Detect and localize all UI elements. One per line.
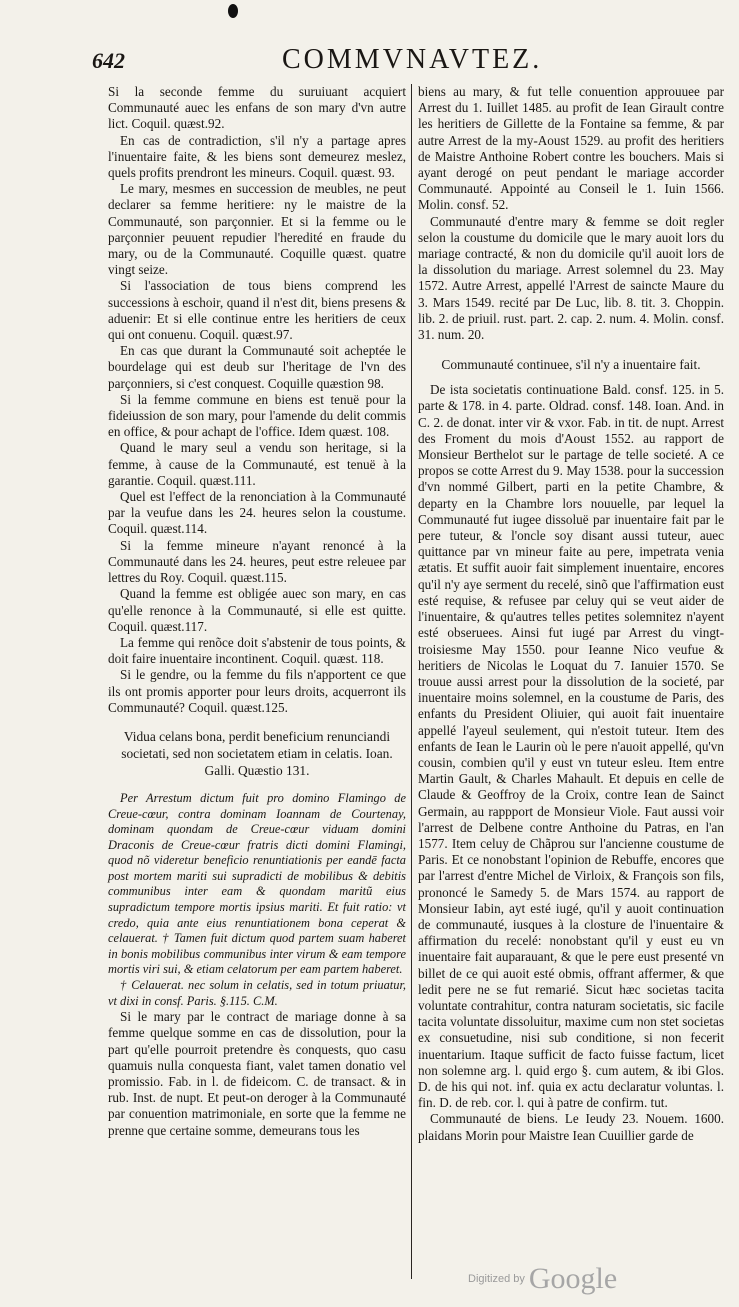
left-paragraph: Le mary, mesmes en succession de meubles, ne peut declarer sa femme heritiere: ny le maistre de la Communauté, son parçonnier. Et si la femme ou le parçonnier peuuent repudier l'heredité en fraude du mary, ou de la Communauté. Coquille quæst. quatre vingt seize.	[108, 181, 406, 278]
section-title: Communauté continuee, s'il n'y a inuentaire fait.	[441, 357, 701, 373]
left-paragraph: En cas que durant la Communauté soit acheptée le bourdelage qui est deub sur l'heritage de l'vn des parçonniers, si c'est conquest. Coquille quæstion 98.	[108, 343, 406, 391]
right-paragraph: Communauté d'entre mary & femme se doit regler selon la coustume du domicile que le mary auoit lors du mariage contracté, & non du domicile qu'il auoit lors de la dissolution du mariage. Arrest solemnel du 23. May 1572. Autre Arrest, appellé l'Arrest de saincte Maure du 3. Mars 1549. recité par De Luc, lib. 8. tit. 3. Choppin. lib. 2. de priuil. rust. part. 2. cap. 2. num. 4. Molin. consf. 31. num. 20.	[418, 213, 724, 343]
left-paragraph: La femme qui renõce doit s'abstenir de tous points, & doit faire inuentaire incontinent. Coquil. quæst. 118.	[108, 634, 406, 667]
running-title: COMMVNAVTEZ.	[282, 44, 543, 75]
left-paragraph: En cas de contradiction, s'il n'y a partage apres l'inuentaire faite, & les biens sont demeurez meslez, quels profits prendront les mineurs. Coquil. quæst. 93.	[108, 132, 406, 181]
spacer	[108, 783, 406, 791]
left-paragraph: Quand le mary seul a vendu son heritage, si la femme, à cause de la Communauté, est tenuë à la garantie. Coquil. quæst.111.	[108, 440, 406, 488]
left-column	[108, 84, 406, 1279]
ink-blot	[228, 4, 238, 18]
left-paragraph: Si l'association de tous biens comprend les successions à eschoir, quand il n'est dit, biens presens & aduenir: Et si elle continue entre les heritiers de ceux qui ont conuenu. Coquil. quæst.97.	[108, 278, 406, 343]
left-paragraph: Si la femme commune en biens est tenuë pour la fideiussion de son mary, pour l'amende du delit commis en office, & pour achapt de l'office. Idem quæst. 108.	[108, 391, 406, 440]
right-paragraph: Communauté de biens. Le Ieudy 23. Nouem. 1600. plaidans Morin pour Maistre Iean Cuuillier garde de	[418, 1111, 724, 1143]
spacer	[418, 343, 724, 351]
latin-note: † Celauerat. nec solum in celatis, sed in totum priuatur, vt dixi in consf. Paris. §.115. C.M.	[108, 978, 406, 1008]
left-paragraph: Quand la femme est obligée auec son mary, en cas qu'elle renonce à la Communauté, si elle est quitte. Coquil. quæst.117.	[108, 586, 406, 634]
digitization-watermark	[468, 1262, 617, 1296]
citation-heading: Vidua celans bona, perdit beneficium renunciandi societati, sed non societatem etiam in celatis. Ioan. Galli. Quæstio 131.	[121, 728, 393, 778]
digitized-label: Digitized by	[468, 1273, 525, 1285]
column-divider	[411, 84, 412, 1279]
spacer	[108, 716, 406, 724]
right-paragraph: biens au mary, & fut telle conuention approuuee par Arrest du 1. Iuillet 1485. au profit de Iean Girault contre les heritiers de Gillette de la Fontaine sa femme, & par autre Arrest de la my-Aoust 1529. au profit des heritiers de Maistre Anthoine Robert contre les bouchers. Mais si ayant derogé on peut pendant le mariage accorder Communauté. Appointé au Conseil le 1. Iuin 1566. Molin. consf. 52.	[418, 84, 724, 213]
left-paragraph: Quel est l'effect de la renonciation à la Communauté par la veufue dans les 24. heures selon la coustume. Coquil. quæst.114.	[108, 489, 406, 537]
section-body: De ista societatis continuatione Bald. consf. 125. in 5. parte & 178. in 4. parte. Oldrad. consf. 148. Ioan. And. in C. 2. de donat. inter vir & vxor. Fab. in tit. de nupt. Arrest des Froment du mois d'Aoust 1552. au rapport de Monsieur Berthelot sur le partage de telle societé. A ce propos se cotte Arrest du 9. May 1538. pour la succession d'vn nommé Gilbert, parti en la petite Chambre, & departy en la Chambre lors nouuelle, par lequel la Communauté fut iugee dissoluë par inuentaire fait par le pere tuteur, & l'oncle soy disant aussi tuteur, auec quittance par vn mineur faite au pere, impetrata venia ætatis. Et suffit auoir fait simplement inuentaire, encores qu'il n'y aye serment du recelé, sinõ que l'affirmation eust esté requise, & refusee par celuy qui se veut aider de l'inuentaire, & qu'autres telles petites solemnitez n'ayent esté obseruees. Ainsi fut iugé par Arrest du vingt-troisiesme May 1550. pour Ieanne Nico veufue & heritiers de Nicolas le Loquat du 7. Ianuier 1570. Se trouue aussi arrest pour la dissolution de la societé, par inuentaire moins solemnel, en la coustume de Paris, des enfants du President Oliuier, qui auoit fait inuentaire appellé l'ayeul seulement, qui n'estoit tuteur. Item des enfants de Iean le Laurin où le pere n'auoit appellé, qu'vn cousin, combien qu'il y eust vn tuteur esleu. Item entre Martin Gault, & Charles Mahault. Et depuis en celle de Claude & Geoffroy de la Croix, contre Iean de Sainct Germain, au rappport de Monsieur Viole. Faut aussi voir l'arrest de Delbene contre Anthoine du Patras, en l'an 1577. Item celuy de Chãprou sur l'ancienne coustume de Paris. Et ce nonobstant l'opinion de Rebuffe, encores que par l'arrest d'entre Michel de Virloix, & François son fils, prononcé le Samedy 5. de Mars 1574. au rapport de Monsieur Iabin, ayt esté iugé, qu'il y auoit continuation de communauté, iusques à la closture de l'inuentaire & affirmation du recelé: nonobstant qu'il y eust eu vn inuentaire fait auparauant, & que le pere eust presenté vn billet de ce qui auoit esté obmis, offrant affermer, & que ledit pere ne se fut remarié. Sicut hæc societas tacita voluntate contrahitur, contra naturam societatis, sic facile tacita voluntate dissoluitur, maxime cum non stet societas ex consuetudine, nisi sub conditione, si non fecerit inuentarium. Itaque sufficit de facto fuisse factum, licet non solemne arg. l. quid ergo §. cum autem, & ibi Glos. D. de his qui not. inf. quia ex actu declaratur voluntas. l. fin. D. de reb. cor. l. qui à patre de confirm. tut.	[418, 382, 724, 1111]
left-paragraph: Si le gendre, ou la femme du fils n'apportent ce que ils ont promis apporter pour leurs droits, acquerront ils Communauté? Coquil. quæst.125.	[108, 667, 406, 715]
page-number: 642	[92, 48, 125, 73]
left-paragraph: Si la seconde femme du suruiuant acquiert Communauté auec les enfans de son mary d'vn autre lict. Coquil. quæst.92.	[108, 84, 406, 132]
right-column	[418, 84, 724, 1279]
left-paragraph: Si la femme mineure n'ayant renoncé à la Communauté dans les 24. heures, peut estre releuee par lettres du Roy. Coquil. quæst.115.	[108, 537, 406, 586]
google-logo: Google	[528, 1262, 618, 1295]
left-paragraph: Si le mary par le contract de mariage donne à sa femme quelque somme en cas de dissolution, pour la part qu'elle pourroit pretendre ès conquests, quo casu quamuis nulla conquesta fiant, valet tamen donatio vel promissio. Fab. in l. de fideicom. C. de transact. & in rub. Inst. de nupt. Et peut-on deroger à la Communauté par conuention matrimoniale, en sorte que la femme ne prenne que certaine somme, demeurans tous les	[108, 1009, 406, 1138]
page-header	[92, 44, 732, 78]
latin-paragraph: Per Arrestum dictum fuit pro domino Flamingo de Creue-cœur, contra dominam Ioannam de Courtenay, dominam quondam de Creue-cœur viduam domini Draconis de Creue-cœur fratris dicti domini Flamingi, quod nõ videretur beneficio renuntiationis per eandē facta post mortem mariti sui supradicti de mobilibus & debitis communibus inter eam & quondam maritũ eius supradictum tempore mortis ipsius mariti. Et fuit ratio: vt credo, quia ante eius renuntiationem bona ceperat & celauerat. † Tamen fuit dictum quod partem suam haberet in bonis mobilibus communibus inter virum & eam tempore mortis viri sui, & etiam celatorum per eam partem haberet.	[108, 790, 406, 977]
